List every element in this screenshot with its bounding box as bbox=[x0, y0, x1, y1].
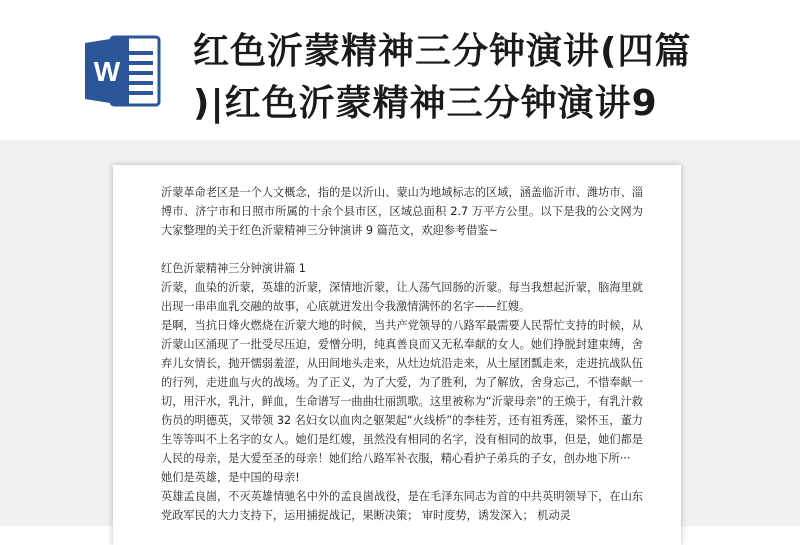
word-icon-letter: W bbox=[93, 56, 121, 87]
document-page[interactable] bbox=[113, 165, 681, 545]
section-title: 红色沂蒙精神三分钟演讲篇 1 bbox=[161, 262, 306, 275]
page-title-line-2: )|红色沂蒙精神三分钟演讲9 bbox=[193, 83, 658, 124]
document-content bbox=[161, 183, 643, 525]
paragraph-spacer bbox=[161, 240, 643, 259]
document-header bbox=[0, 0, 800, 140]
paragraph-4: 英雄孟良崮，不灭英雄情驰名中外的孟良崮战役，是在毛泽东同志为首的中共英明领导下，在山东党政军民的大力支持下，运用捕捉战记，果断决策； 审时度势，诱发深入； 机动灵 bbox=[161, 490, 643, 522]
intro-paragraph: 沂蒙革命老区是一个人文概念，指的是以沂山、蒙山为地域标志的区域，涵盖临沂市、潍坊市、淄博市、济宁市和日照市所属的十余个县市区，区域总面积 2.7 万平方公里。以下是我的公文网为大家整理的关于红色沂蒙精神三分钟演讲 9 篇范文，欢迎参考借鉴~ bbox=[161, 186, 643, 237]
page-title bbox=[193, 26, 783, 130]
paragraph-3: 她们是英雄，是中国的母亲! bbox=[161, 471, 300, 484]
page-title-line-1: 红色沂蒙精神三分钟演讲(四篇 bbox=[193, 31, 692, 72]
word-document-icon bbox=[83, 33, 161, 109]
paragraph-1: 沂蒙，血染的沂蒙，英雄的沂蒙，深情地沂蒙，让人荡气回肠的沂蒙。每当我想起沂蒙，脑海里就出现一串串血乳交融的故事，心底就迸发出令我激情满怀的名字——红嫂。 bbox=[161, 281, 643, 313]
paragraph-2: 是啊，当抗日烽火燃烧在沂蒙大地的时候，当共产党领导的八路军最需要人民帮忙支持的时候，从沂蒙山区涌现了一批受尽压迫，爱憎分明，纯真善良而又无私奉献的女人。她们挣脱封建束缚，舍弃儿女情长，抛开懦弱羞涩，从田间地头走来，从灶边炕沿走来，从土屋团瓢走来，走进抗战队伍的行列，走进血与火的战场。为了正义，为了大爱，为了胜利，为了解放，舍身忘己，不惜奉献一切，用汗水，乳汁，鲜血，生命谱写一曲曲壮丽凯歌。这里被称为“沂蒙母亲”的王焕于，有乳汁救伤员的明德英，又带领 32 名妇女以血肉之躯架起“火线桥”的李桂芳，还有祖秀莲，梁怀玉，董力生等等叫不上名字的女人。她们是红嫂，虽然没有相同的名字，没有相同的故事，但是，她们都是人民的母亲，是大爱至圣的母亲！她们给八路军补衣服，精心看护子弟兵的子女，创办地下所··· bbox=[161, 319, 643, 465]
